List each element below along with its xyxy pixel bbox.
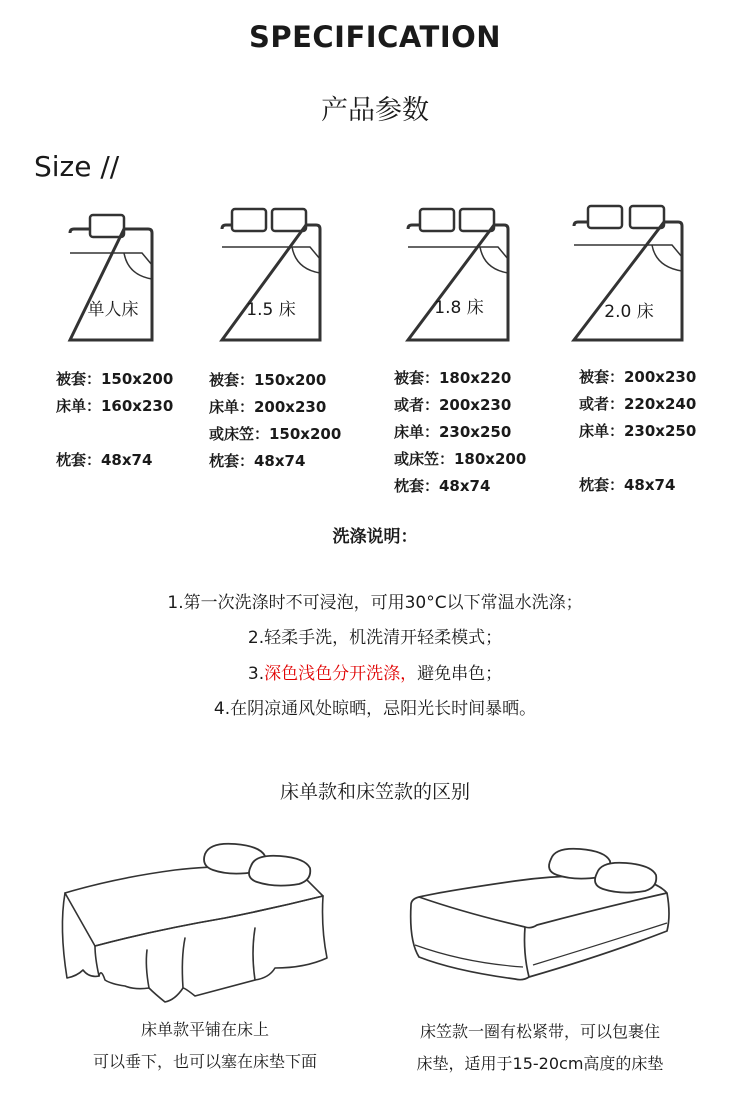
bed-label-single: 单人床 — [87, 300, 139, 320]
flat-sheet-caption — [40, 1014, 370, 1078]
spec-row: 枕套：48x74 — [579, 476, 676, 494]
washing-line-4: 4.在阴凉通风处晾晒，忌阳光长时间暴晒。 — [213, 699, 537, 719]
washing-line-2: 2.轻柔手洗，机洗清开轻柔模式； — [247, 628, 503, 648]
spec-list-1-5 — [209, 367, 341, 475]
spec-row: 或者：200x230 — [394, 396, 512, 414]
bed-label-2-0: 2.0 床 — [604, 302, 654, 322]
flat-caption-line-2: 可以垂下，也可以塞在床垫下面 — [92, 1052, 317, 1071]
spec-list-single — [56, 366, 173, 474]
single-bed-icon — [62, 205, 177, 345]
bed-1-8-icon — [404, 205, 519, 345]
spec-row: 被套：200x230 — [579, 368, 697, 386]
bed-1-5-icon — [218, 205, 333, 345]
spec-row: 或床笠：150x200 — [209, 425, 342, 443]
spec-list-1-8 — [394, 365, 526, 500]
page-subtitle: 产品参数 — [321, 95, 429, 126]
size-label: Size // — [34, 150, 120, 183]
flat-sheet-illustration — [55, 838, 345, 1008]
fitted-caption-line-1: 床笠款一圈有松紧带，可以包裹住 — [419, 1022, 660, 1041]
spec-row: 床单：230x250 — [579, 422, 697, 440]
washing-line-3 — [0, 659, 750, 684]
spec-row: 枕套：48x74 — [394, 477, 491, 495]
difference-heading: 床单款和床笠款的区别 — [279, 781, 470, 803]
spec-row — [56, 420, 173, 447]
spec-row: 被套：150x200 — [56, 370, 174, 388]
washing-line-1: 1.第一次洗涤时不可浸泡，可用30°C以下常温水洗涤； — [167, 593, 583, 613]
spec-row: 被套：150x200 — [209, 371, 327, 389]
washing-line-3-highlight: 深色浅色分开洗涤， — [264, 664, 418, 684]
bed-label-1-8: 1.8 床 — [434, 298, 484, 318]
bed-2-0-icon — [572, 205, 690, 345]
spec-row: 枕套：48x74 — [56, 451, 153, 469]
fitted-sheet-caption — [380, 1016, 700, 1080]
washing-line-3-prefix: 3. — [247, 664, 265, 684]
spec-row: 床单：160x230 — [56, 397, 174, 415]
page-title: SPECIFICATION — [248, 20, 502, 54]
bed-label-1-5: 1.5 床 — [246, 300, 296, 320]
spec-row — [579, 445, 696, 472]
fitted-caption-line-2: 床垫，适用于15-20cm高度的床垫 — [416, 1054, 664, 1073]
spec-row: 或床笠：180x200 — [394, 450, 527, 468]
fitted-sheet-illustration — [405, 845, 680, 985]
washing-heading: 洗涤说明： — [332, 527, 418, 547]
flat-caption-line-1: 床单款平铺在床上 — [140, 1020, 269, 1039]
spec-row: 枕套：48x74 — [209, 452, 306, 470]
washing-line-3-suffix: 避免串色； — [417, 664, 503, 684]
spec-row: 床单：230x250 — [394, 423, 512, 441]
spec-row: 床单：200x230 — [209, 398, 327, 416]
spec-list-2-0 — [579, 364, 696, 499]
spec-row: 或者：220x240 — [579, 395, 697, 413]
spec-row: 被套：180x220 — [394, 369, 512, 387]
